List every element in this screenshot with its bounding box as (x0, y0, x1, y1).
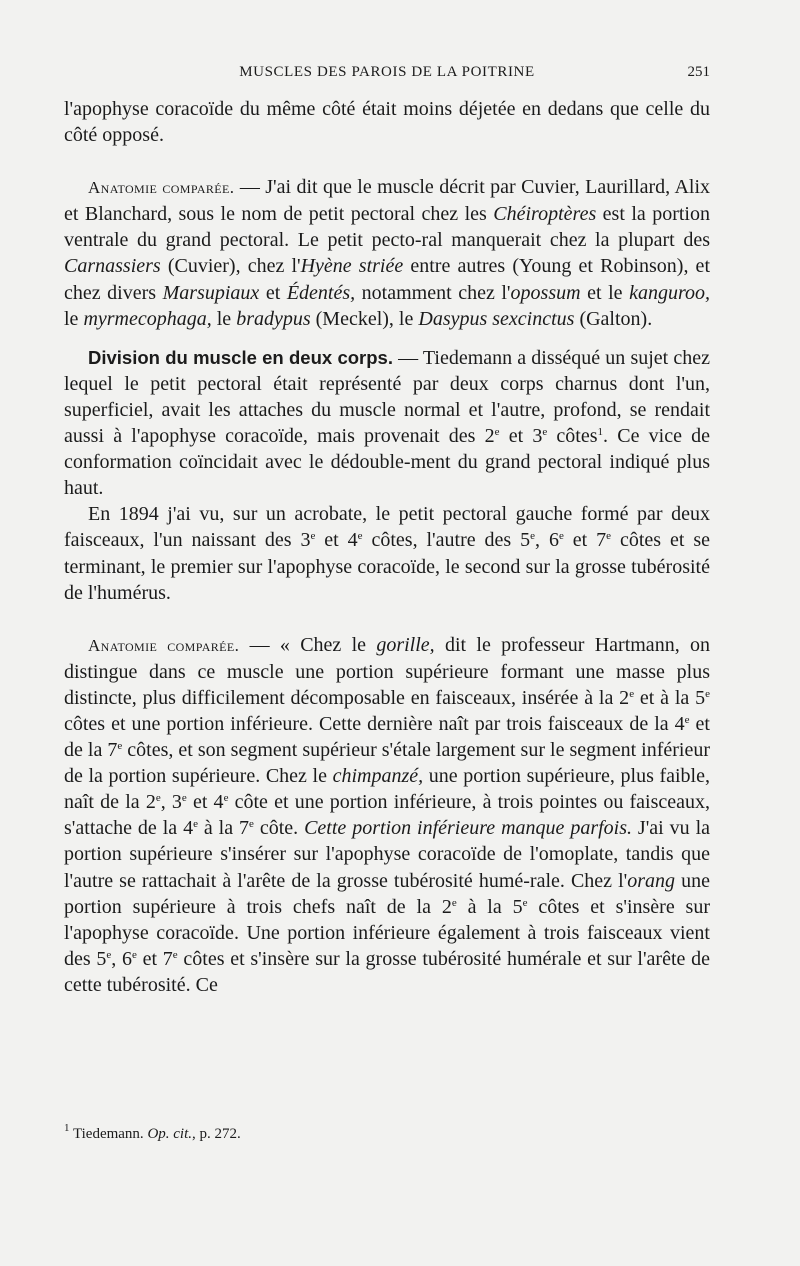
section-heading: Division du muscle en deux corps. (88, 346, 393, 368)
footnote: $^1$ Tiedemann. Op. cit., p. 272. (64, 1122, 241, 1142)
paragraph-division: Division du muscle en deux corps. — Tiedemann a disséqué un sujet chez lequel le petit pectoral était représenté par deux corps charnus dont l'un, superficiel, avait les attaches du muscle normal et l'autre, profond, se rendait aussi à l'apophyse coracoïde, mais provenait des 2e et 3e côtes$^1$. Ce vice de conformation coïncidait avec le dédouble-ment du grand pectoral indiqué plus haut. (64, 346, 711, 500)
footnote-ref: 1 (597, 426, 604, 439)
running-title: MUSCLES DES PAROIS DE LA POITRINE (239, 64, 535, 80)
section-lead: Anatomie comparée. (88, 635, 240, 655)
paragraph-1: l'apophyse coracoïde du même côté était moins déjetée en dedans que celle du côté opposé. (64, 98, 710, 147)
section-lead: Anatomie comparée. (88, 178, 235, 198)
paragraph-comparative-anatomy-1: Anatomie comparée. — J'ai dit que le muscle décrit par Cuvier, Laurillard, Alix et Blanchard, sous le nom de petit pectoral chez les Chéiroptères est la portion ventrale du grand pectoral. Le petit pecto-ral manquerait chez la plupart des Carnassiers (Cuvier), chez l'Hyène striée entre autres (Young et Robinson), et chez divers Marsupiaux et Édentés, notamment chez l'opossum et le kanguroo, le myrmecophaga, le bradypus (Meckel), le Dasypus sexcinctus (Galton). (64, 176, 710, 330)
page-header (64, 62, 710, 86)
paragraph-comparative-anatomy-2: Anatomie comparée. — « Chez le gorille, dit le professeur Hartmann, on distingue dans ce muscle une portion supérieure formant une masse plus distincte, plus difficilement décomposable en faisceaux, insérée à la 2e et à la 5e côtes et une portion inférieure. Cette dernière naît par trois faisceaux de la 4e et de la 7e côtes, et son segment supérieur s'étale largement sur le segment inférieur de la portion supérieure. Chez le chimpanzé, une portion supérieure, plus faible, naît de la 2e, 3e et 4e côte et une portion inférieure, à trois pointes ou faisceaux, s'attache de la 4e à la 7e côte. Cette portion inférieure manque parfois. J'ai vu la portion supérieure s'insérer sur l'apophyse coracoïde de l'omoplate, tandis que l'autre se rattachait à l'arête de la grosse tubérosité humé-rale. Chez l'orang une portion supérieure à trois chefs naît de la 2e à la 5e côtes et s'insère sur l'apophyse coracoïde. Une portion inférieure également à trois faisceaux vient des 5e, 6e et 7e côtes et s'insère sur la grosse tubérosité humérale et sur l'arête de cette tubérosité. Ce (64, 633, 711, 996)
page-body (64, 96, 710, 998)
page-number: 251 (687, 64, 710, 80)
paragraph-1894: En 1894 j'ai vu, sur un acrobate, le petit pectoral gauche formé par deux faisceaux, l'un naissant des 3e et 4e côtes, l'autre des 5e, 6e et 7e côtes et se terminant, le premier sur l'apophyse coracoïde, le second sur la grosse tubérosité de l'humérus. (64, 503, 711, 604)
footnote-marker: 1 (64, 1122, 70, 1134)
